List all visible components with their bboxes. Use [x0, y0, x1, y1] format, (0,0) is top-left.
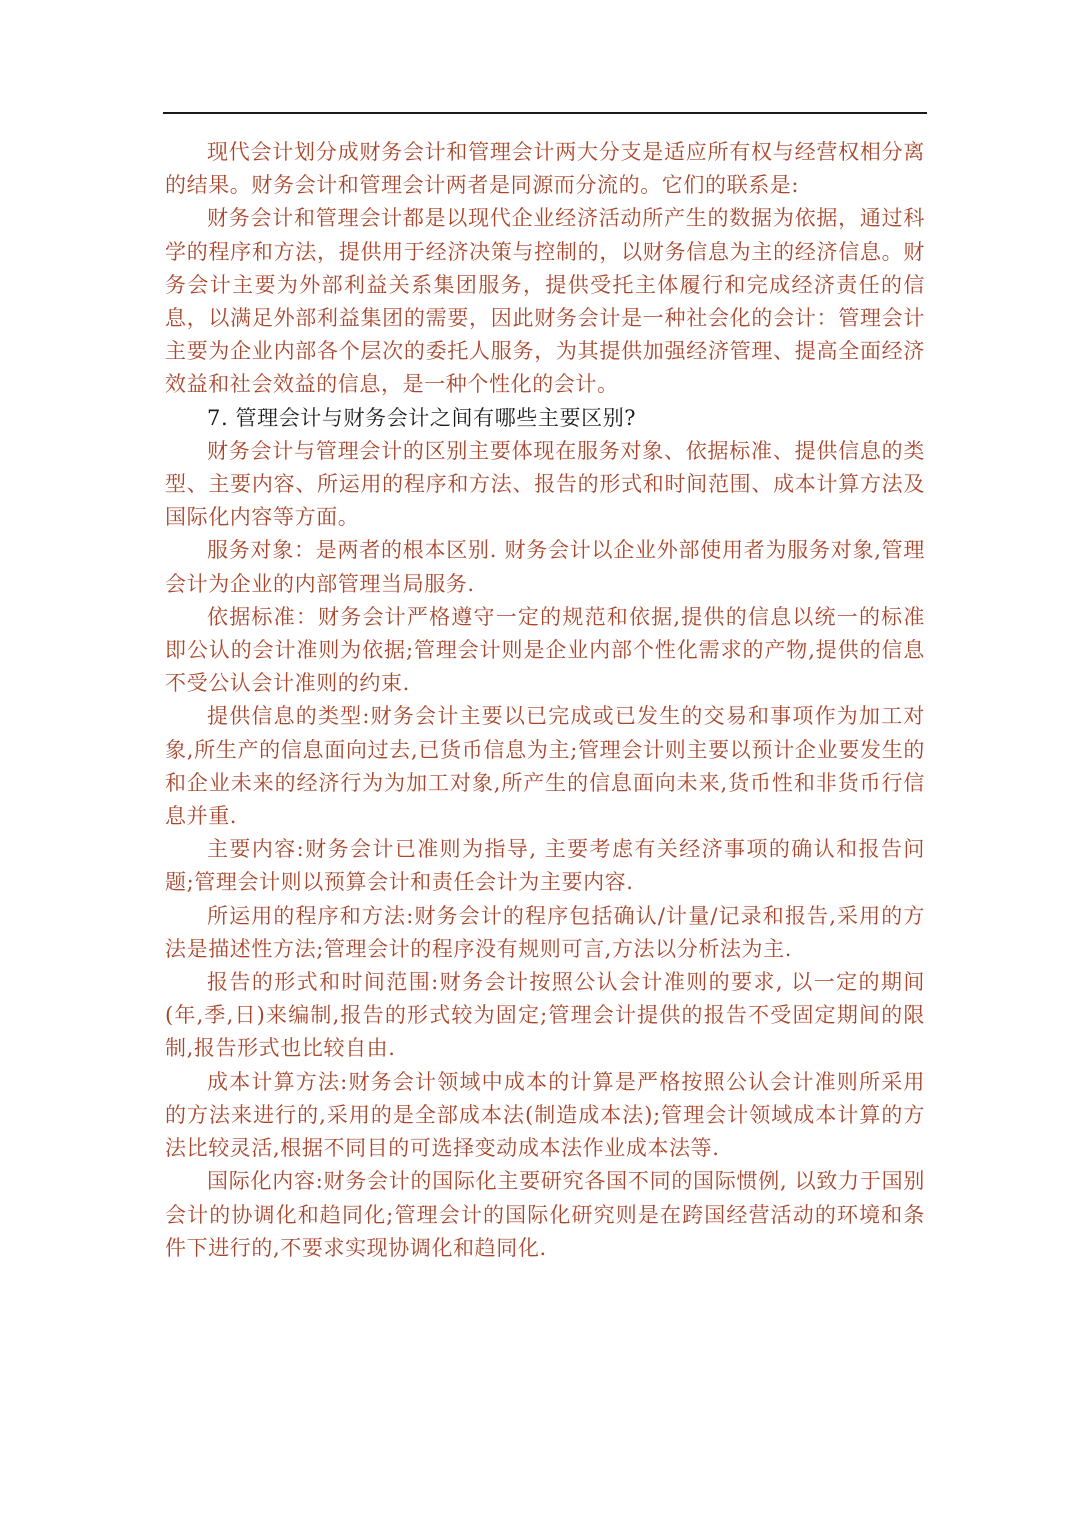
paragraph-relationship: 财务会计和管理会计都是以现代企业经济活动所产生的数据为依据，通过科学的程序和方法，提供用于经济决策与控制的，以财务信息为主的经济信息。财务会计主要为外部利益关系集团服务，提供受托主体履行和完成经济责任的信息，以满足外部利益集团的需要，因此财务会计是一种社会化的会计：管理会计主要为企业内部各个层次的委托人服务，为其提供加强经济管理、提高全面经济效益和社会效益的信息，是一种个性化的会计。 — [165, 206, 925, 397]
paragraph-standards: 依据标准：财务会计严格遵守一定的规范和依据,提供的信息以统一的标准即公认的会计准则为依据;管理会计则是企业内部个性化需求的产物,提供的信息不受公认会计准则的约束. — [165, 604, 925, 696]
paragraph-procedures-methods: 所运用的程序和方法:财务会计的程序包括确认/计量/记录和报告,采用的方法是描述性方法;管理会计的程序没有规则可言,方法以分析法为主. — [165, 903, 925, 961]
paragraph-differences-overview: 财务会计与管理会计的区别主要体现在服务对象、依据标准、提供信息的类型、主要内容、所运用的程序和方法、报告的形式和时间范围、成本计算方法及国际化内容等方面。 — [165, 438, 925, 530]
paragraph-main-content: 主要内容:财务会计已准则为指导, 主要考虑有关经济事项的确认和报告问题;管理会计则以预算会计和责任会计为主要内容. — [165, 837, 925, 895]
question-heading: 7. 管理会计与财务会计之间有哪些主要区别? — [207, 405, 637, 430]
body-text — [165, 136, 925, 1265]
paragraph-intro: 现代会计划分成财务会计和管理会计两大分支是适应所有权与经营权相分离的结果。财务会计和管理会计两者是同源而分流的。它们的联系是: — [165, 140, 925, 198]
paragraph-report-form: 报告的形式和时间范围:财务会计按照公认会计准则的要求, 以一定的期间(年,季,日)来编制,报告的形式较为固定;管理会计提供的报告不受固定期间的限制,报告形式也比较自由. — [165, 970, 925, 1061]
paragraph-cost-method: 成本计算方法:财务会计领域中成本的计算是严格按照公认会计准则所采用的方法来进行的,采用的是全部成本法(制造成本法);管理会计领域成本计算的方法比较灵活,根据不同目的可选择变动成本法作业成本法等. — [165, 1069, 925, 1161]
paragraph-service-object: 服务对象：是两者的根本区别. 财务会计以企业外部使用者为服务对象,管理会计为企业的内部管理当局服务. — [165, 538, 925, 596]
header-rule — [163, 112, 927, 114]
paragraph-internationalization: 国际化内容:财务会计的国际化主要研究各国不同的国际惯例, 以致力于国别会计的协调化和趋同化;管理会计的国际化研究则是在跨国经营活动的环境和条件下进行的,不要求实现协调化和趋同化. — [165, 1169, 925, 1260]
paragraph-information-type: 提供信息的类型:财务会计主要以已完成或已发生的交易和事项作为加工对象,所生产的信息面向过去,已货币信息为主;管理会计则主要以预计企业要发生的和企业未来的经济行为为加工对象,所产生的信息面向未来,货币性和非货币行信息并重. — [165, 704, 925, 829]
